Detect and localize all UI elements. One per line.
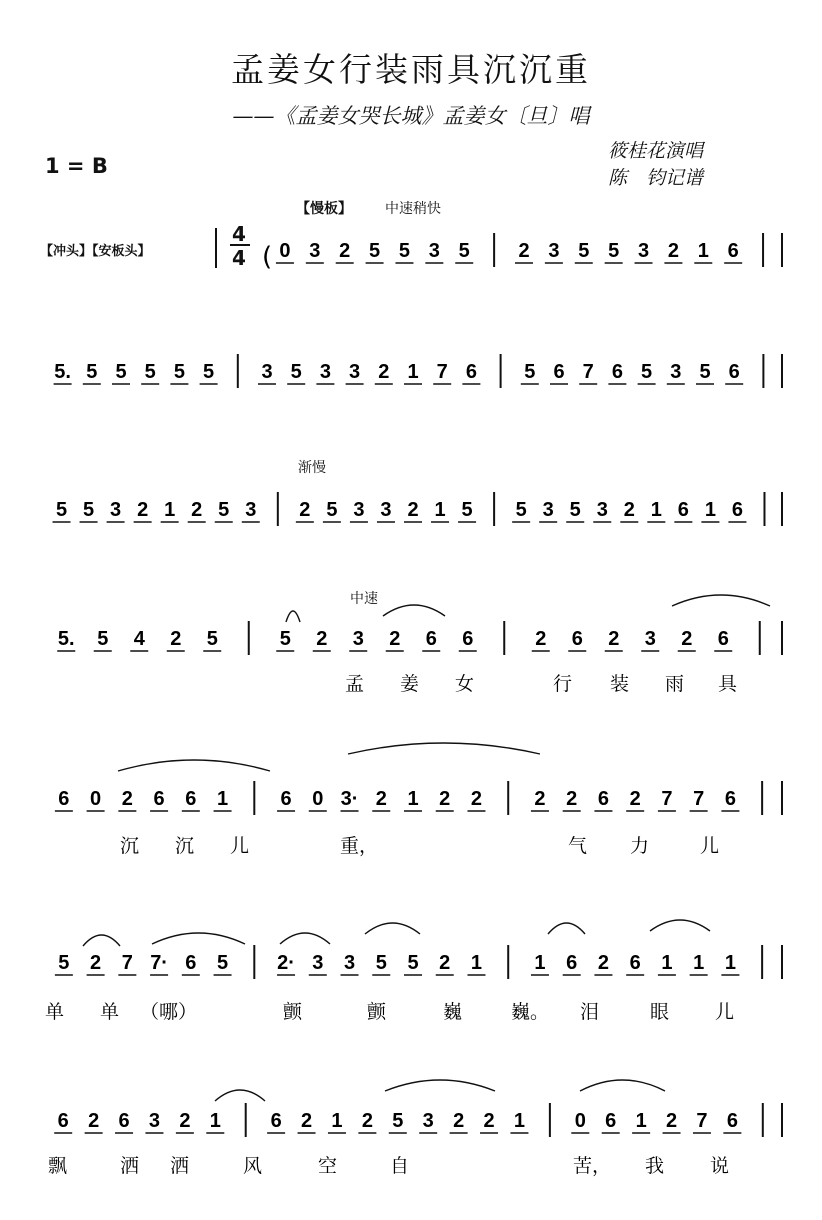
note: 6 <box>566 952 578 974</box>
note: 6 <box>571 628 583 650</box>
lyric-syllable: 我 <box>645 1155 665 1177</box>
note: 3 <box>380 499 392 521</box>
note: 5 <box>392 1110 404 1132</box>
note: 5 <box>375 952 387 974</box>
note: 2 <box>665 1110 678 1132</box>
tempo-mid-marking: 中速 <box>350 591 378 607</box>
note: 3 <box>644 628 656 650</box>
lyric-syllable: 女 <box>455 673 475 695</box>
lyric-syllable: 装 <box>610 673 630 695</box>
transcriber-credit: 陈 钧记谱 <box>608 167 704 189</box>
lyric-syllable: 行 <box>553 673 573 695</box>
note: 3 <box>352 628 364 650</box>
note: 1 <box>661 952 673 974</box>
note: 3 <box>596 499 608 521</box>
note: 2 <box>597 952 609 974</box>
note: 5 <box>578 240 590 262</box>
note: 1 <box>209 1110 221 1132</box>
note: 2 <box>170 628 182 650</box>
note: 1 <box>650 499 662 521</box>
note: 2 <box>453 1110 465 1132</box>
note: 3 <box>637 240 650 262</box>
note: 1 <box>470 952 483 974</box>
note: 5 <box>699 361 711 383</box>
slur <box>580 1080 665 1091</box>
note: 3 <box>309 240 321 262</box>
performer-credit: 筱桂花演唱 <box>608 140 704 162</box>
note: 5 <box>55 499 68 521</box>
note: 5 <box>144 361 156 383</box>
note: 2 <box>389 628 401 650</box>
page-title: 孟姜女行装雨具沉沉重 <box>231 50 591 89</box>
note: 3 <box>349 361 361 383</box>
note: 2 <box>439 788 451 810</box>
note: 3 <box>422 1110 434 1132</box>
note: 6 <box>727 240 739 262</box>
note: 2 <box>179 1110 191 1132</box>
slur <box>348 743 540 754</box>
note: 2 <box>535 628 547 650</box>
lyric-syllable: 说 <box>710 1155 730 1177</box>
note: 2 <box>299 499 311 521</box>
note: 4 <box>133 628 145 650</box>
note: 7 <box>661 788 673 810</box>
note: 2 <box>378 361 390 383</box>
slur <box>118 760 270 771</box>
note: 2 <box>439 952 451 974</box>
note: 6 <box>553 361 565 383</box>
note: 2 <box>566 788 578 810</box>
note: 3 <box>353 499 365 521</box>
note: 5. <box>57 628 75 650</box>
note: 5 <box>524 361 536 383</box>
note: 5 <box>279 628 291 650</box>
lyric-syllable: 雨 <box>665 673 685 695</box>
note: 3 <box>428 240 440 262</box>
note: 6 <box>728 361 740 383</box>
note: 5 <box>115 361 127 383</box>
note: 1 <box>164 499 176 521</box>
note: 3 <box>312 952 324 974</box>
note: 6 <box>58 788 70 810</box>
note: 1 <box>434 499 446 521</box>
lyric-syllable: 颤 <box>283 1001 303 1023</box>
lyric-syllable: 泪 <box>580 1001 600 1023</box>
note: 5 <box>369 240 381 262</box>
note: 6 <box>153 788 165 810</box>
note: 6 <box>597 788 609 810</box>
key-signature: 1 = B <box>45 154 108 178</box>
note: 2 <box>623 499 635 521</box>
slur <box>286 611 300 622</box>
note: 0 <box>279 240 291 262</box>
note: 2 <box>88 1110 100 1132</box>
note: 5 <box>608 240 620 262</box>
note: 6 <box>118 1110 130 1132</box>
lyric-syllable: 重， <box>340 835 379 857</box>
note: 6 <box>605 1110 617 1132</box>
note: 3· <box>340 788 359 810</box>
note: 2 <box>121 788 133 810</box>
note: 7· <box>150 952 168 974</box>
note: 3 <box>670 361 682 383</box>
note: 3 <box>548 240 560 262</box>
note: 2 <box>534 788 546 810</box>
note: 5 <box>82 499 95 521</box>
tempo-sub-marking: 中速稍快 <box>385 201 441 217</box>
note: 3 <box>148 1110 161 1132</box>
slur <box>548 923 585 934</box>
note: 6 <box>731 499 744 521</box>
time-signature-top: 4 <box>232 222 246 246</box>
lyric-syllable: 眼 <box>650 1001 670 1023</box>
note: 5 <box>203 361 215 383</box>
lyric-syllable: 气 <box>568 835 588 857</box>
note: 6 <box>611 361 623 383</box>
note: 1 <box>697 240 709 262</box>
lyric-syllable: 具 <box>718 673 738 695</box>
note: 5 <box>86 361 98 383</box>
note: 5 <box>641 361 653 383</box>
note: 1 <box>693 952 705 974</box>
note: 3 <box>319 361 331 383</box>
note: 2 <box>681 628 693 650</box>
lyric-syllable: 颤 <box>367 1001 387 1023</box>
note: 6 <box>270 1110 282 1132</box>
lyric-syllable: 力 <box>630 835 650 857</box>
note: 2· <box>277 952 295 974</box>
note: 5 <box>569 499 581 521</box>
note: 0 <box>90 788 102 810</box>
note: 1 <box>704 499 716 521</box>
lyric-syllable: 自 <box>390 1155 410 1177</box>
note: 3 <box>245 499 257 521</box>
note: 6 <box>629 952 641 974</box>
lyric-syllable: 飘 <box>48 1155 68 1177</box>
note: 5 <box>290 361 302 383</box>
lyric-syllable: 儿 <box>715 1001 735 1023</box>
note: 1 <box>513 1110 526 1132</box>
note: 0 <box>574 1110 586 1132</box>
time-signature-bottom: 4 <box>232 246 246 270</box>
lyric-syllable: 姜 <box>400 673 420 695</box>
lyric-syllable: 巍 <box>443 1001 463 1023</box>
lyric-syllable: 空 <box>318 1155 338 1177</box>
note: 5 <box>398 240 411 262</box>
slur <box>672 595 770 606</box>
slur <box>215 1090 265 1101</box>
note: 1 <box>534 952 546 974</box>
lyric-syllable: 沉 <box>120 835 140 857</box>
note: 5 <box>58 952 70 974</box>
note: 2 <box>407 499 419 521</box>
lyric-syllable: 洒 <box>170 1155 190 1177</box>
slur <box>152 933 245 944</box>
note: 1 <box>217 788 229 810</box>
note: 5 <box>326 499 338 521</box>
note: 2 <box>375 788 387 810</box>
note: 2 <box>361 1110 373 1132</box>
slur <box>365 923 420 934</box>
note: 6 <box>185 788 197 810</box>
note: 2 <box>316 628 328 650</box>
note: 6 <box>717 628 729 650</box>
note: 6 <box>462 628 474 650</box>
lyric-syllable: （哪） <box>140 1001 198 1023</box>
note: 7 <box>121 952 133 974</box>
note: 6 <box>465 361 477 383</box>
note: 6 <box>724 788 736 810</box>
note: 5 <box>173 361 185 383</box>
note: 3 <box>110 499 122 521</box>
note: 2 <box>518 240 530 262</box>
note: 2 <box>629 788 641 810</box>
note: 2 <box>191 499 203 521</box>
note: 2 <box>483 1110 495 1132</box>
note: 6 <box>425 628 437 650</box>
note: 2 <box>300 1110 313 1132</box>
note: 2 <box>608 628 620 650</box>
tempo-marking: 【慢板】 <box>296 201 352 217</box>
note: 2 <box>339 240 351 262</box>
note: 7 <box>696 1110 708 1132</box>
note: 6 <box>280 788 292 810</box>
note: 5 <box>206 628 218 650</box>
slur <box>650 920 710 931</box>
note: 7 <box>693 788 705 810</box>
lyric-syllable: 儿 <box>700 835 720 857</box>
tempo-rit-marking: 渐慢 <box>298 460 326 476</box>
slur <box>383 605 445 616</box>
note: 1 <box>724 952 736 974</box>
slur <box>280 933 330 944</box>
note: 6 <box>185 952 197 974</box>
lyric-syllable: 单 <box>45 1001 65 1023</box>
note: 7 <box>582 361 594 383</box>
note: 1 <box>331 1110 343 1132</box>
lyric-syllable: 儿 <box>230 835 250 857</box>
note: 2 <box>470 788 483 810</box>
note: 6 <box>57 1110 69 1132</box>
lyric-syllable: 孟 <box>345 673 365 695</box>
note: 2 <box>137 499 149 521</box>
note: 5 <box>407 952 419 974</box>
note: 0 <box>312 788 324 810</box>
lyric-syllable: 洒 <box>120 1155 140 1177</box>
note: 5 <box>458 240 470 262</box>
lyric-syllable: 苦， <box>573 1155 612 1177</box>
note: 5. <box>54 361 71 383</box>
lyric-syllable: 巍。 <box>511 1001 550 1023</box>
note: 5 <box>461 499 473 521</box>
page-subtitle: ——《孟姜女哭长城》孟姜女〔旦〕唱 <box>232 104 590 128</box>
open-paren: ( <box>262 242 273 272</box>
lyric-syllable: 单 <box>100 1001 120 1023</box>
note: 2 <box>90 952 102 974</box>
slur <box>385 1080 495 1091</box>
note: 1 <box>407 361 419 383</box>
note: 7 <box>436 361 448 383</box>
note: 5 <box>217 952 229 974</box>
note: 1 <box>635 1110 647 1132</box>
note: 5 <box>515 499 527 521</box>
note: 1 <box>407 788 419 810</box>
note: 6 <box>677 499 689 521</box>
note: 3 <box>343 952 356 974</box>
note: 6 <box>726 1110 738 1132</box>
note: 2 <box>667 240 679 262</box>
percussion-intro-label: 【冲头】【安板头】 <box>40 244 151 259</box>
note: 3 <box>261 361 273 383</box>
lyric-syllable: 风 <box>243 1155 263 1177</box>
note: 5 <box>97 628 109 650</box>
slur <box>83 935 120 946</box>
note: 5 <box>218 499 230 521</box>
lyric-syllable: 沉 <box>175 835 195 857</box>
note: 3 <box>542 499 554 521</box>
